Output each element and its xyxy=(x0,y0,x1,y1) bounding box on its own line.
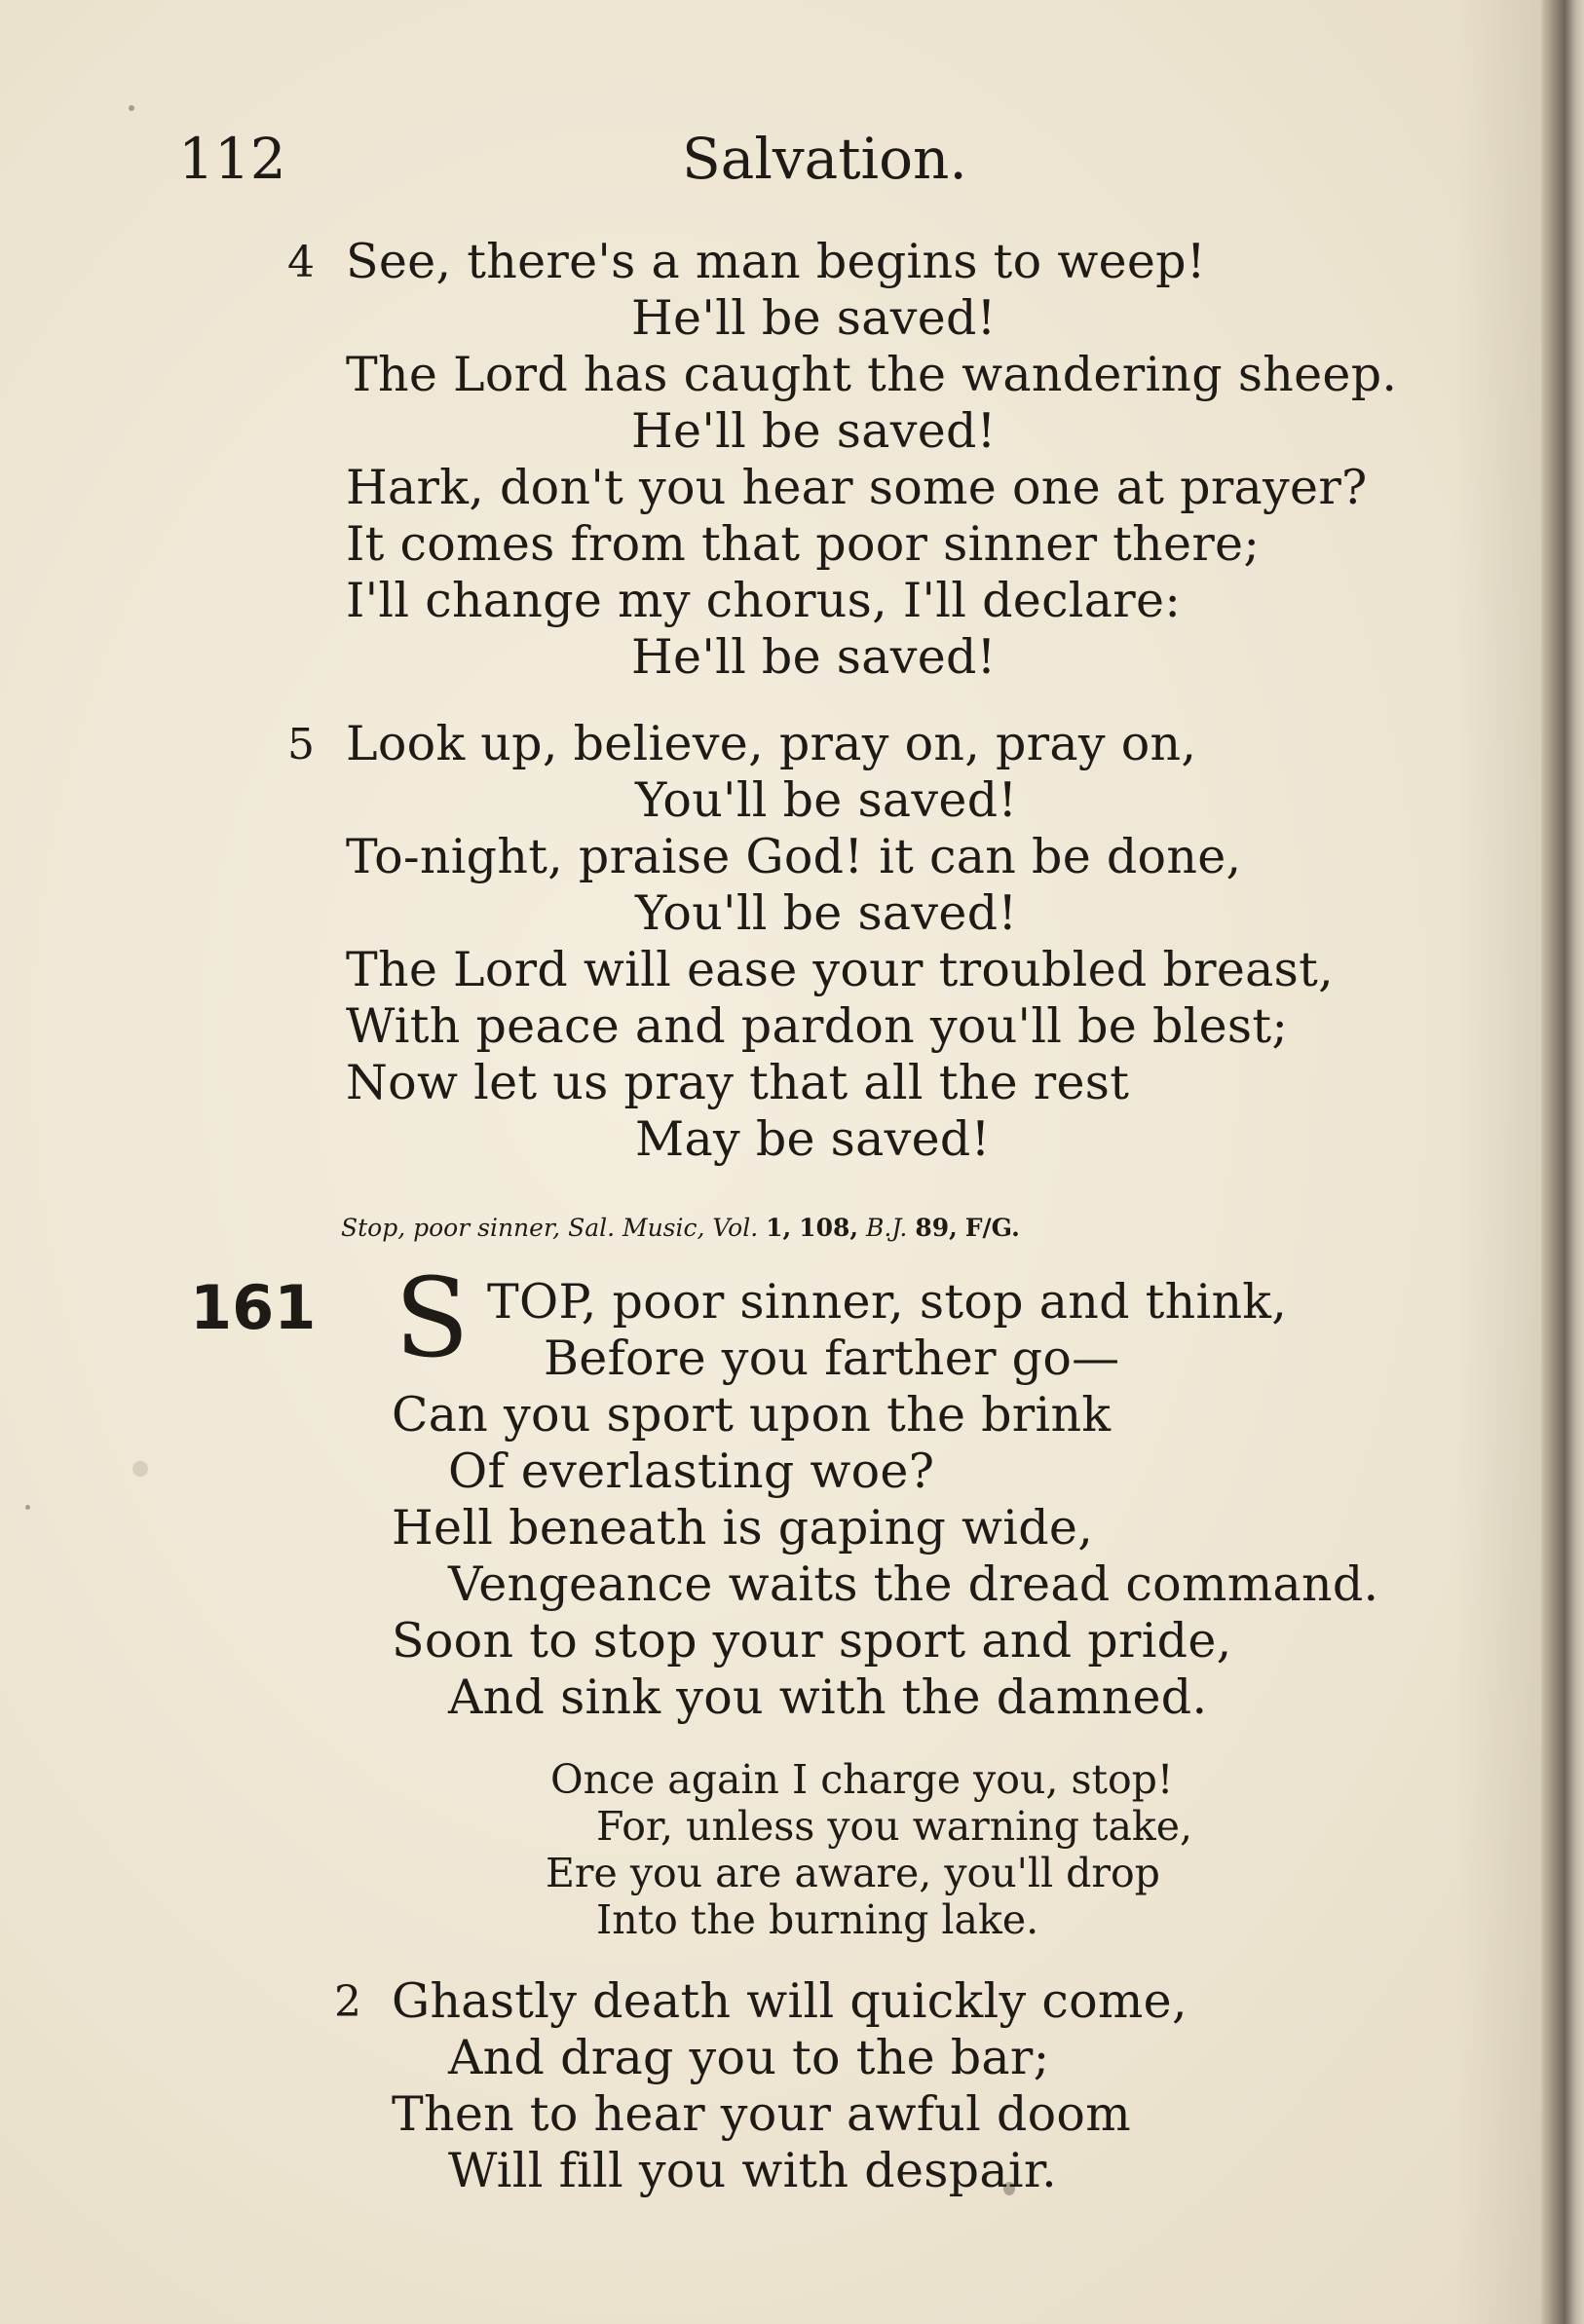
tune-bj: B.J. xyxy=(866,1214,908,1242)
book-spine xyxy=(1541,0,1584,2324)
tune-reference xyxy=(341,1212,1020,1245)
verse-line: Hark, don't you hear some one at prayer? xyxy=(346,460,1368,515)
verse-line: Will fill you with despair. xyxy=(448,2143,1058,2198)
gutter-shadow xyxy=(1453,0,1541,2324)
verse-line: And sink you with the damned. xyxy=(448,1669,1208,1725)
verse-line: Soon to stop your sport and pride, xyxy=(392,1613,1232,1668)
paper-speck xyxy=(129,105,134,111)
verse-line: He'll be saved! xyxy=(631,403,997,459)
verse-line: Before you farther go— xyxy=(544,1331,1120,1386)
verse-number: 5 xyxy=(287,720,315,769)
page-number: 112 xyxy=(178,126,286,192)
verse-line: He'll be saved! xyxy=(631,290,997,346)
chorus-line: Ere you are aware, you'll drop xyxy=(546,1850,1160,1896)
tune-volume: 1, xyxy=(766,1214,792,1242)
tune-key: F/G. xyxy=(964,1214,1020,1242)
tune-number: 108, xyxy=(799,1214,859,1242)
chorus-line: Into the burning lake. xyxy=(596,1896,1039,1943)
verse-line: And drag you to the bar; xyxy=(448,2030,1050,2085)
chorus-line: Once again I charge you, stop! xyxy=(550,1756,1174,1803)
verse-line: The Lord will ease your troubled breast, xyxy=(346,942,1334,997)
verse-line: It comes from that poor sinner there; xyxy=(346,516,1261,572)
verse-line: Can you sport upon the brink xyxy=(392,1387,1112,1443)
verse-line: You'll be saved! xyxy=(635,772,1018,828)
verse-number: 4 xyxy=(287,238,315,287)
verse-line: TOP, poor sinner, stop and think, xyxy=(487,1274,1288,1330)
paper-speck xyxy=(25,1505,30,1510)
verse-line: Vengeance waits the dread command. xyxy=(448,1556,1379,1612)
page-title: Salvation. xyxy=(682,126,967,192)
verse-line: To-night, praise God! it can be done, xyxy=(346,829,1242,884)
hymn-number: 161 xyxy=(190,1272,317,1343)
verse-line: I'll change my chorus, I'll declare: xyxy=(346,573,1182,628)
paper-speck xyxy=(132,1461,148,1477)
verse-line: Look up, believe, pray on, pray on, xyxy=(346,716,1197,771)
tune-collection: Sal. Music, Vol. xyxy=(568,1214,759,1242)
verse-line: Ghastly death will quickly come, xyxy=(392,1973,1188,2029)
tune-name: Stop, poor sinner, xyxy=(341,1214,561,1242)
chorus-line: For, unless you warning take, xyxy=(596,1803,1193,1850)
verse-number: 2 xyxy=(334,1977,361,2027)
verse-line: Of everlasting woe? xyxy=(448,1443,935,1499)
verse-line: With peace and pardon you'll be blest; xyxy=(346,998,1289,1054)
verse-line: Now let us pray that all the rest xyxy=(346,1055,1130,1110)
drop-cap: S xyxy=(395,1256,470,1382)
verse-line: He'll be saved! xyxy=(631,629,997,685)
verse-line: You'll be saved! xyxy=(635,885,1018,941)
tune-bj-number: 89, xyxy=(915,1214,958,1242)
verse-line: See, there's a man begins to weep! xyxy=(346,234,1206,289)
verse-line: Hell beneath is gaping wide, xyxy=(392,1500,1094,1556)
verse-line: May be saved! xyxy=(635,1111,991,1167)
verse-line: The Lord has caught the wandering sheep. xyxy=(346,347,1398,402)
verse-line: Then to hear your awful doom xyxy=(392,2086,1131,2142)
